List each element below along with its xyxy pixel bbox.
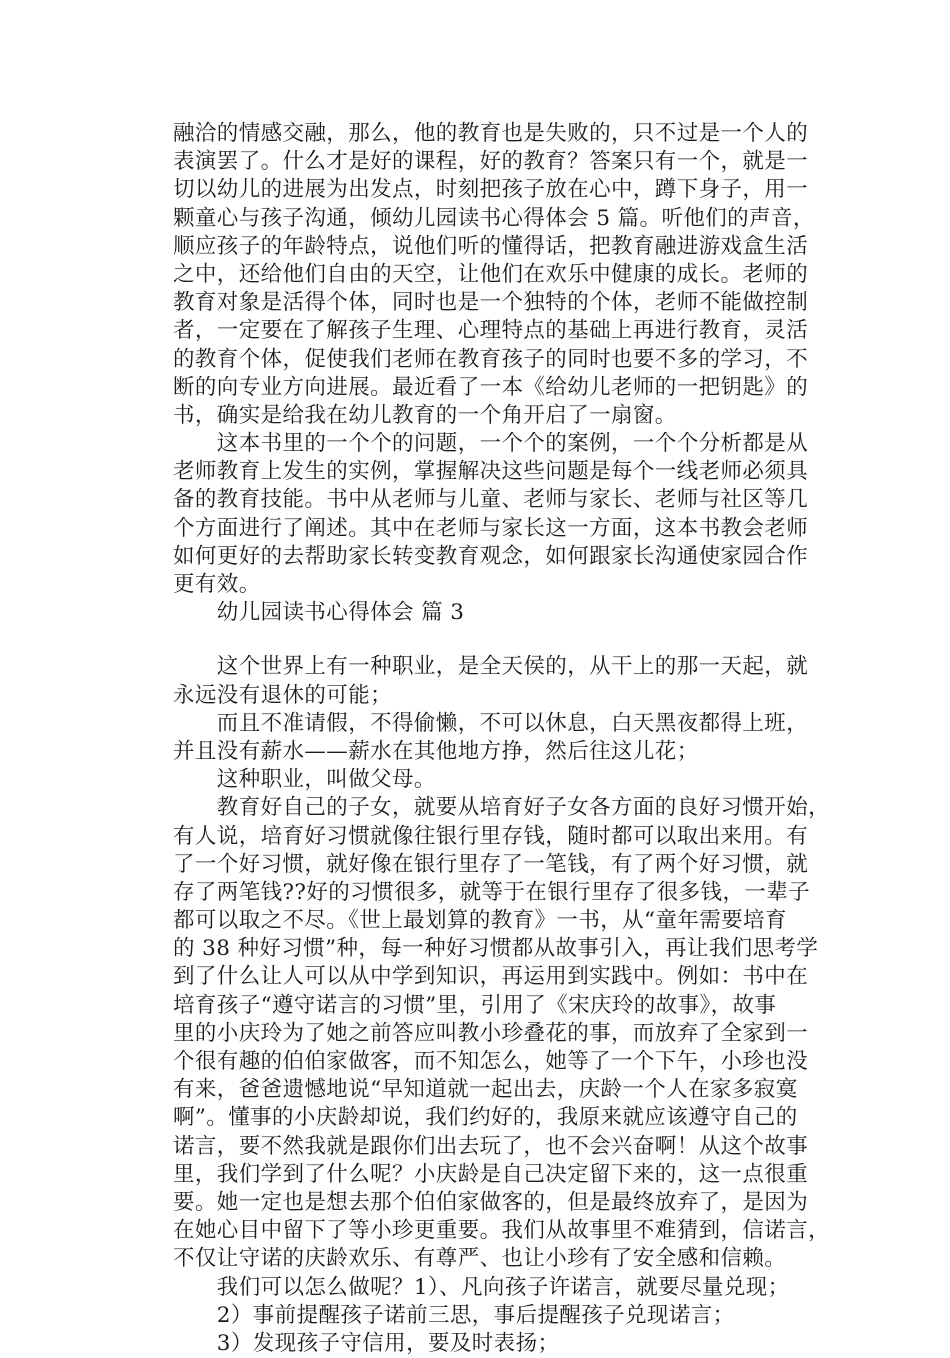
text-line: 表演罢了。什么才是好的课程，好的教育？答案只有一个，就是一 [173, 149, 809, 175]
text-line: 切以幼儿的进展为出发点，时刻把孩子放在心中，蹲下身子，用一 [173, 177, 809, 203]
text-line: 的 38 种好习惯”种，每一种好习惯都从故事引入，再让我们思考学 [173, 936, 819, 962]
text-line: 有人说，培育好习惯就像往银行里存钱，随时都可以取出来用。有 [173, 823, 809, 849]
blank-line [173, 627, 813, 653]
text-line: 个方面进行了阐述。其中在老师与家长这一方面，这本书教会老师 [173, 515, 809, 541]
text-line: 顺应孩子的年龄特点，说他们听的懂得话，把教育融进游戏盒生活 [173, 233, 809, 259]
text-line: 如何更好的去帮助家长转变教育观念，如何跟家长沟通使家园合作 [173, 543, 809, 569]
text-line: 书，确实是给我在幼儿教育的一个角开启了一扇窗。 [173, 402, 677, 428]
text-line: 这本书里的一个个的问题，一个个的案例，一个个分析都是从 [173, 431, 809, 457]
text-line: 的教育个体，促使我们老师在教育孩子的同时也要不多的学习，不 [173, 346, 809, 372]
text-line: 啊”。懂事的小庆龄却说，我们约好的，我原来就应该遵守自己的 [173, 1105, 798, 1131]
text-line: 到了什么让人可以从中学到知识，再运用到实践中。例如：书中在 [173, 964, 809, 990]
text-line: 2）事前提醒孩子诺前三思，事后提醒孩子兑现诺言； [173, 1302, 735, 1328]
text-line: 老师教育上发生的实例，掌握解决这些问题是每个一线老师必须具 [173, 459, 809, 485]
text-line: 培育孩子“遵守诺言的习惯”里，引用了《宋庆玲的故事》，故事 [173, 992, 777, 1018]
text-line: 者，一定要在了解孩子生理、心理特点的基础上再进行教育，灵活 [173, 318, 809, 344]
text-line: 教育对象是活得个体，同时也是一个独特的个体，老师不能做控制 [173, 290, 809, 316]
text-line: 这个世界上有一种职业，是全天侯的，从干上的那一天起，就 [173, 654, 809, 680]
text-line: 了一个好习惯，就好像在银行里存了一笔钱，有了两个好习惯，就 [173, 851, 809, 877]
text-line: 断的向专业方向进展。最近看了一本《给幼儿老师的一把钥匙》的 [173, 374, 809, 400]
text-line: 更有效。 [173, 572, 261, 597]
text-line: 教育好自己的子女，就要从培育好子女各方面的良好习惯开始， [173, 795, 831, 821]
text-line: 要。她一定也是想去那个伯伯家做客的，但是最终放弃了，是因为 [173, 1189, 809, 1215]
text-line: 而且不准请假，不得偷懒，不可以休息，白天黑夜都得上班， [173, 710, 809, 736]
text-line: 永远没有退休的可能； [173, 682, 393, 708]
text-line: 我们可以怎么做呢？1）、凡向孩子许诺言，就要尽量兑现； [173, 1274, 790, 1300]
text-line: 并且没有薪水——薪水在其他地方挣，然后往这儿花； [173, 738, 699, 764]
text-line: 不仅让守诺的庆龄欢乐、有尊严、也让小珍有了安全感和信赖。 [173, 1246, 787, 1272]
text-line: 之中，还给他们自由的天空，让他们在欢乐中健康的成长。老师的 [173, 261, 809, 287]
document-body [173, 120, 831, 1358]
text-line: 都可以取之不尽。《世上最划算的教育》一书，从“童年需要培育 [173, 908, 787, 934]
text-line: 3）发现孩子守信用，要及时表扬； [173, 1330, 560, 1356]
text-line: 这种职业，叫做父母。 [173, 767, 436, 793]
section-heading: 幼儿园读书心得体会 篇 3 [173, 600, 465, 626]
text-line: 融洽的情感交融，那么，他的教育也是失败的，只不过是一个人的 [173, 121, 809, 146]
text-line: 里的小庆玲为了她之前答应叫教小珍叠花的事，而放弃了全家到一 [173, 1020, 809, 1046]
text-line: 备的教育技能。书中从老师与儿童、老师与家长、老师与社区等几 [173, 487, 809, 513]
text-line: 颗童心与孩子沟通，倾幼儿园读书心得体会 5 篇。听他们的声音， [173, 205, 815, 231]
text-line: 个很有趣的伯伯家做客，而不知怎么，她等了一个下午，小珍也没 [173, 1049, 809, 1074]
text-line: 里，我们学到了什么呢？小庆龄是自己决定留下来的，这一点很重 [173, 1161, 809, 1187]
text-line: 诺言，要不然我就是跟你们出去玩了，也不会兴奋啊！从这个故事 [173, 1133, 809, 1159]
text-line: 在她心目中留下了等小珍更重要。我们从故事里不难猜到，信诺言， [173, 1218, 831, 1244]
text-line: 存了两笔钱??好的习惯很多，就等于在银行里存了很多钱，一辈子 [173, 879, 811, 905]
text-line: 有来，爸爸遗憾地说“早知道就一起出去，庆龄一个人在家多寂寞 [173, 1077, 798, 1103]
